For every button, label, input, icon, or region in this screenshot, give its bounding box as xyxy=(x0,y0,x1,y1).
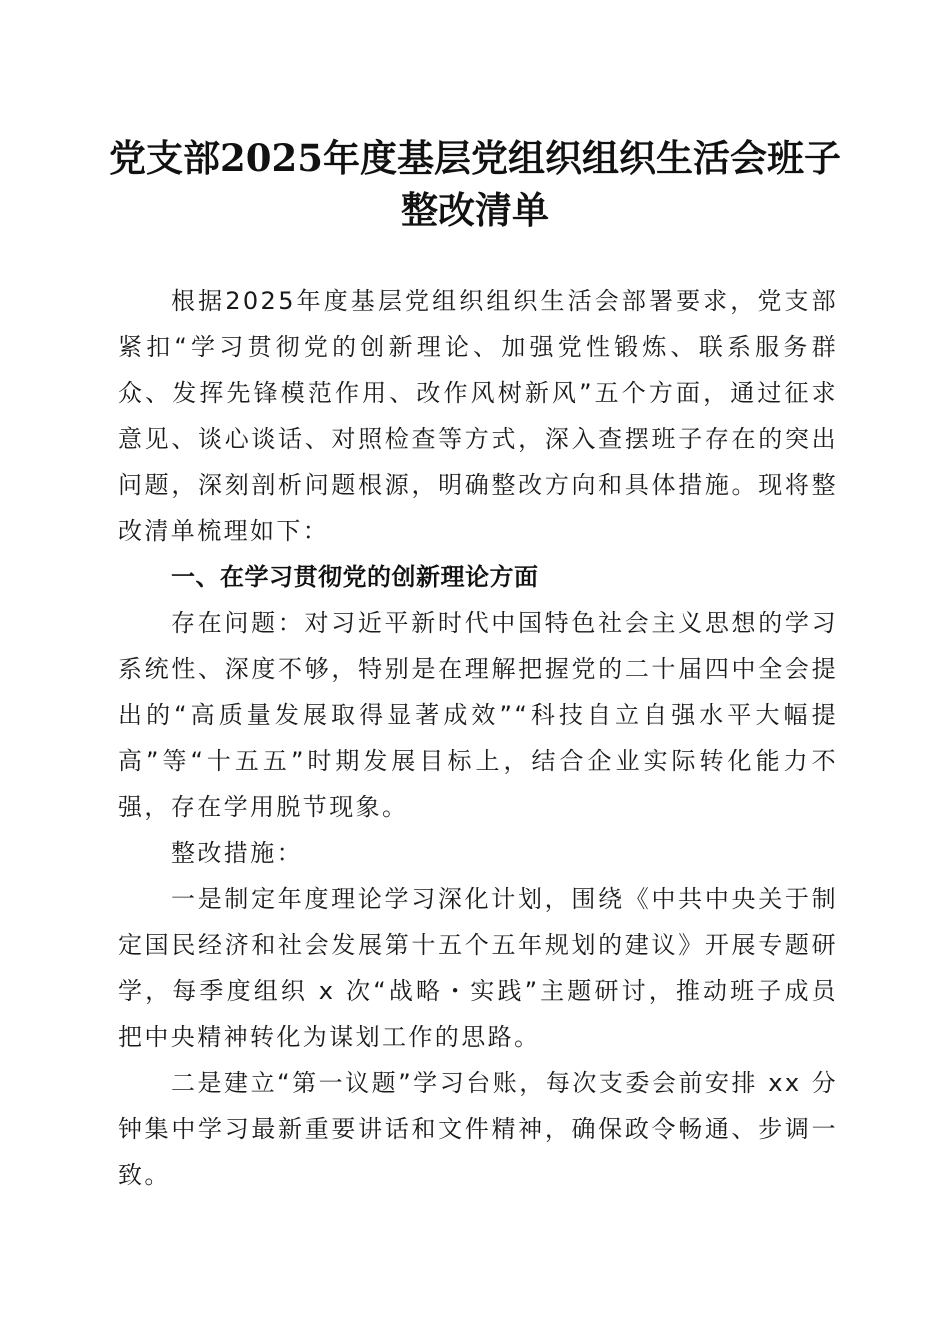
problem-paragraph: 存在问题：对习近平新时代中国特色社会主义思想的学习系统性、深度不够，特别是在理解把握党的二十届四中全会提出的“高质量发展取得显著成效”“科技自立自强水平大幅提高”等“十五五”时期发展目标上，结合企业实际转化能力不强，存在学用脱节现象。 xyxy=(118,609,838,821)
title-line-2: 整改清单 xyxy=(401,188,549,232)
section-heading-1: 一、在学习贯彻党的创新理论方面 xyxy=(171,563,539,591)
measure-2-paragraph: 二是建立“第一议题”学习台账，每次支委会前安排 xx 分钟集中学习最新重要讲话和文件精神，确保政令畅通、步调一致。 xyxy=(118,1069,838,1189)
document-body xyxy=(118,278,838,1198)
document-title xyxy=(60,132,890,236)
measures-label: 整改措施： xyxy=(171,839,303,867)
intro-paragraph: 根据2025年度基层党组织组织生活会部署要求，党支部紧扣“学习贯彻党的创新理论、加强党性锻炼、联系服务群众、发挥先锋模范作用、改作风树新风”五个方面，通过征求意见、谈心谈话、对照检查等方式，深入查摆班子存在的突出问题，深刻剖析问题根源，明确整改方向和具体措施。现将整改清单梳理如下： xyxy=(118,287,838,545)
measure-1-paragraph: 一是制定年度理论学习深化计划，围绕《中共中央关于制定国民经济和社会发展第十五个五年规划的建议》开展专题研学，每季度组织 x 次“战略・实践”主题研讨，推动班子成员把中央精神转化为谋划工作的思路。 xyxy=(118,885,838,1051)
title-line-1: 党支部2025年度基层党组织组织生活会班子 xyxy=(109,136,841,180)
